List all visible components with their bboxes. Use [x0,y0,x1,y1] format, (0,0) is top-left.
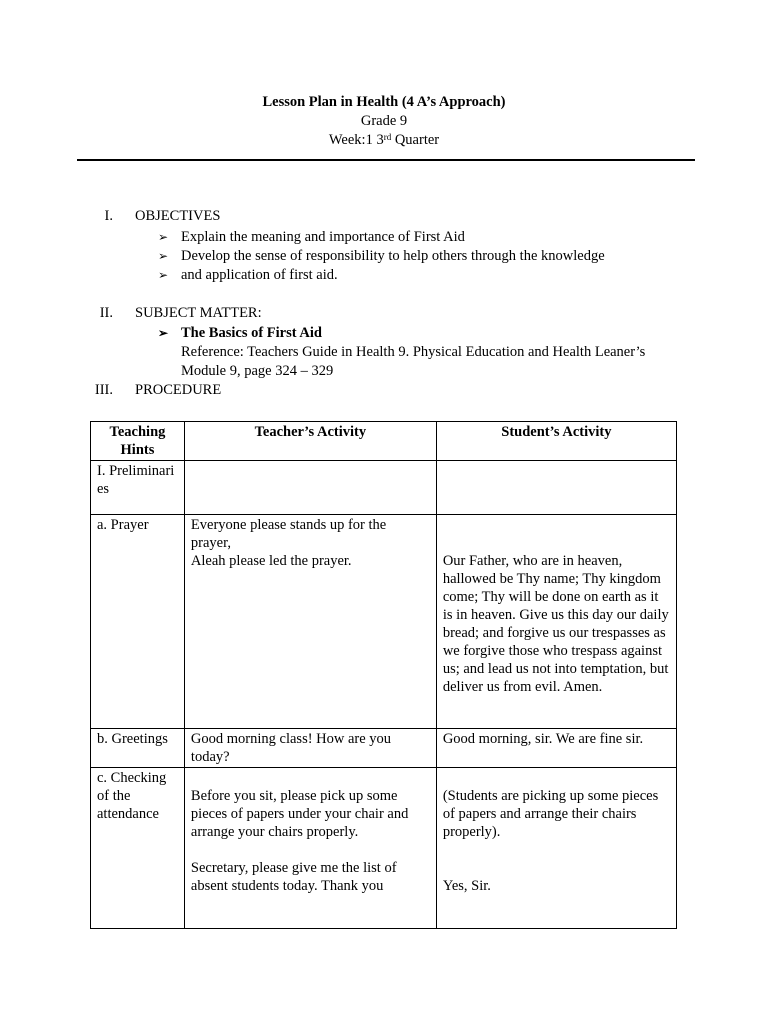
table-header-row [91,422,677,461]
teacher-preliminaries [184,461,436,515]
procedure-table [90,421,677,929]
lesson-plan-title: Lesson Plan in Health (4 A’s Approach) [262,94,506,110]
header-teaching-hints: Teaching Hints [91,422,185,461]
week-ordinal-suffix: rd [383,132,392,142]
objective-item [158,266,605,285]
header-teacher-activity: Teacher’s Activity [184,422,436,461]
student-preliminaries [436,461,676,515]
hint-prayer: a. Prayer [91,515,185,729]
subject-matter-number: II. [99,305,113,321]
spacer [443,534,670,552]
spacer [443,516,670,534]
arrow-bullet-icon: ➢ [158,249,169,263]
arrow-bullet-icon: ➢ [158,230,169,244]
table-row-preliminaries [91,461,677,515]
student-attendance-para-2: Yes, Sir. [442,878,491,894]
objective-text: and application of first aid. [181,267,338,283]
subject-matter-body [158,324,678,381]
objective-item [158,247,605,266]
hint-greetings: b. Greetings [91,729,185,768]
teacher-prayer-line-1: Everyone please stands up for the prayer, [190,517,387,551]
subject-topic-text: The Basics of First Aid [181,325,322,341]
reference-line-2: Module 9, page 324 – 329 [181,363,334,379]
hint-attendance: c. Checking of the attendance [91,768,185,929]
procedure-number: III. [94,382,113,398]
spacer [191,769,430,787]
objective-text: Explain the meaning and importance of First Aid [181,229,465,245]
student-attendance [436,768,676,929]
table-row-attendance [91,768,677,929]
spacer [443,859,670,877]
teacher-prayer-line-2: Aleah please led the prayer. [190,553,352,569]
teacher-attendance-para-2: Secretary, please give me the list of absent students today. Thank you [190,860,397,894]
student-prayer-text: Our Father, who are in heaven, hallowed be Thy name; Thy kingdom come; Thy will be done on earth as it is in heaven. Give us this day our daily bread; and forgive us our trespasses as we forgive those who trespass against us; and lead us not into temptation, but deliver us from evil. Amen. [442,553,669,695]
grade-level: Grade 9 [360,113,408,129]
header-divider [77,159,695,161]
objectives-number: I. [104,208,113,224]
subject-matter-heading: SUBJECT MATTER: [135,305,262,321]
teacher-greetings: Good morning class! How are you today? [184,729,436,768]
student-prayer [436,515,676,729]
teacher-prayer [184,515,436,729]
reference-line-1: Reference: Teachers Guide in Health 9. Physical Education and Health Leaner’s [181,344,646,360]
subject-topic [158,324,678,343]
arrow-bullet-icon: ➢ [158,326,169,340]
objectives-list [158,228,605,285]
table-row-prayer [91,515,677,729]
student-greetings: Good morning, sir. We are fine sir. [436,729,676,768]
procedure-heading: PROCEDURE [135,382,222,398]
objectives-heading: OBJECTIVES [135,208,221,224]
week-suffix: Quarter [391,132,440,148]
hint-preliminaries: I. Preliminaries [91,461,185,515]
arrow-bullet-icon: ➢ [158,268,169,282]
teacher-attendance [184,768,436,929]
teacher-attendance-para-1: Before you sit, please pick up some pieces of papers under your chair and arrange your chairs properly. [190,788,409,840]
student-attendance-para-1: (Students are picking up some pieces of papers and arrange their chairs properly). [442,788,659,840]
table-row-greetings [91,729,677,768]
header-student-activity: Student’s Activity [436,422,676,461]
spacer [191,841,430,859]
week-quarter [0,131,768,150]
objective-text: Develop the sense of responsibility to help others through the knowledge [181,248,605,264]
spacer [443,769,670,787]
document-header [0,93,768,150]
week-prefix: Week:1 3 [328,132,384,148]
objective-item [158,228,605,247]
spacer [443,841,670,859]
